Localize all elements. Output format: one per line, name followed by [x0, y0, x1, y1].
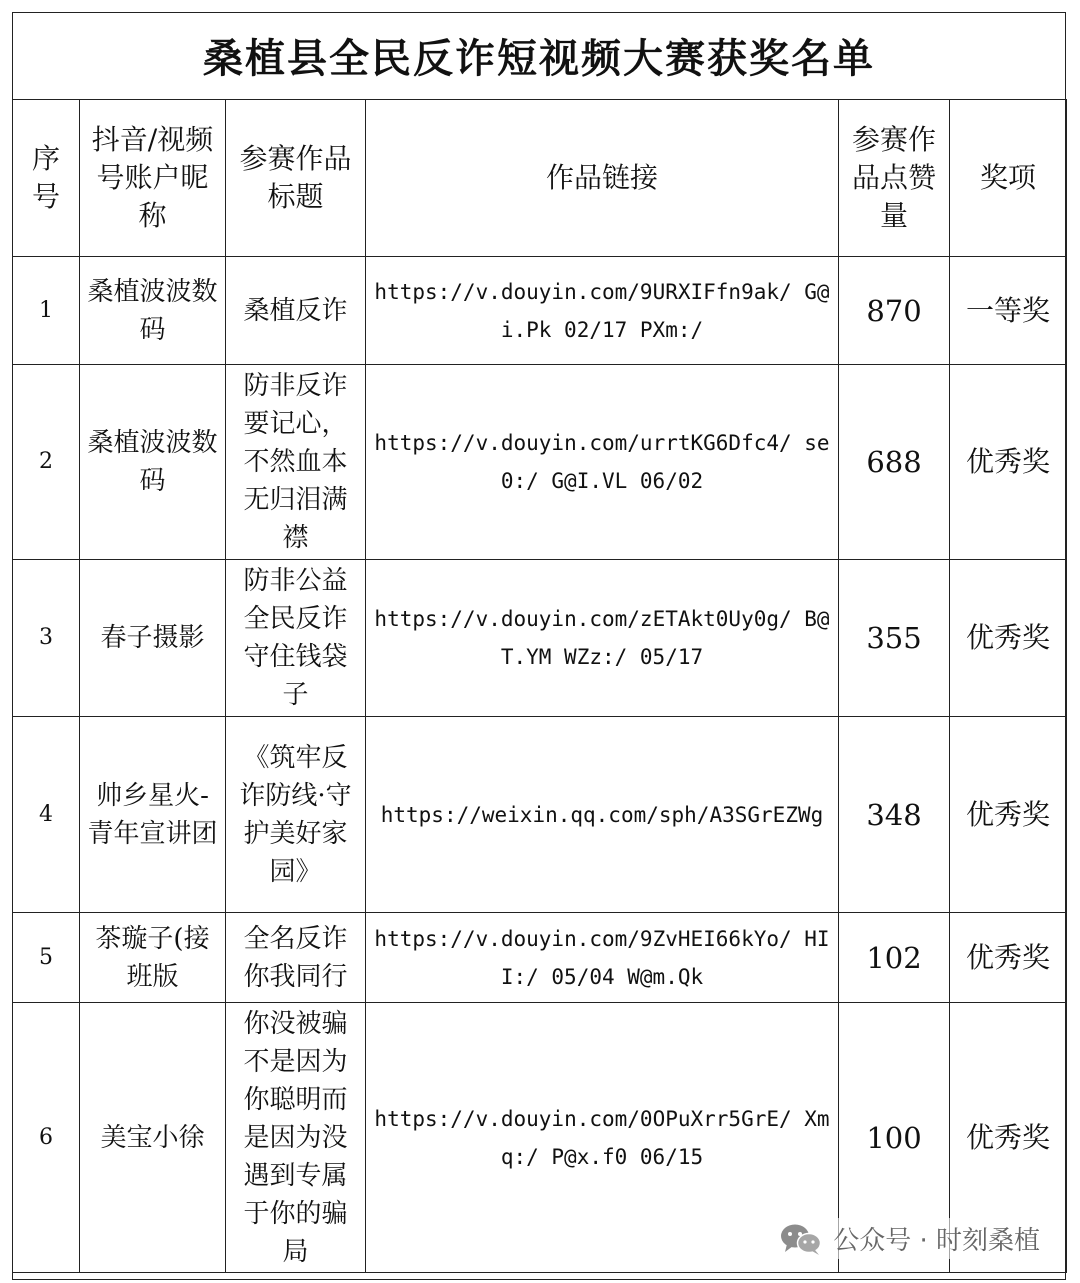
row-account: 春子摄影 [80, 560, 226, 717]
row-work-title: 防非反诈要记心，不然血本无归泪满襟 [226, 365, 366, 560]
table-row [13, 365, 1067, 560]
row-link[interactable]: https://v.douyin.com/9URXIFfn9ak/ G@i.Pk 02/17 PXm:/ [366, 257, 839, 365]
header-likes: 参赛作品点赞量 [839, 100, 950, 257]
row-award: 优秀奖 [950, 365, 1067, 560]
row-index: 2 [13, 365, 80, 560]
row-likes: 100 [839, 1003, 950, 1273]
watermark-text: 公众号 · 时刻桑植 [833, 1226, 1040, 1256]
row-link[interactable]: https://v.douyin.com/0OPuXrr5GrE/ Xmq:/ P@x.f0 06/15 [366, 1003, 839, 1273]
row-likes: 348 [839, 717, 950, 913]
row-award: 优秀奖 [950, 560, 1067, 717]
table-row [13, 560, 1067, 717]
row-work-title: 防非公益全民反诈守住钱袋子 [226, 560, 366, 717]
row-index: 5 [13, 913, 80, 1003]
table-row [13, 257, 1067, 365]
row-link[interactable]: https://v.douyin.com/urrtKG6Dfc4/ se0:/ G@I.VL 06/02 [366, 365, 839, 560]
row-likes: 102 [839, 913, 950, 1003]
row-link[interactable]: https://weixin.qq.com/sph/A3SGrEZWg [366, 717, 839, 913]
row-likes: 688 [839, 365, 950, 560]
row-link[interactable]: https://v.douyin.com/zETAkt0Uy0g/ B@T.YM WZz:/ 05/17 [366, 560, 839, 717]
table-row [13, 717, 1067, 913]
row-likes: 870 [839, 257, 950, 365]
row-award: 一等奖 [950, 257, 1067, 365]
wechat-icon [779, 1222, 823, 1256]
row-award: 优秀奖 [950, 717, 1067, 913]
row-index: 1 [13, 257, 80, 365]
row-account: 美宝小徐 [80, 1003, 226, 1273]
row-index: 6 [13, 1003, 80, 1273]
row-index: 4 [13, 717, 80, 913]
header-account: 抖音/视频号账户昵称 [80, 100, 226, 257]
table-row [13, 913, 1067, 1003]
row-award: 优秀奖 [950, 1003, 1067, 1273]
row-account: 桑植波波数码 [80, 257, 226, 365]
row-award: 优秀奖 [950, 913, 1067, 1003]
row-account: 桑植波波数码 [80, 365, 226, 560]
table-header-row [13, 100, 1067, 257]
document-title: 桑植县全民反诈短视频大赛获奖名单 [12, 12, 1066, 100]
row-work-title: 《筑牢反诈防线·守护美好家园》 [226, 717, 366, 913]
award-table [12, 99, 1067, 1273]
row-link[interactable]: https://v.douyin.com/9ZvHEI66kYo/ HII:/ 05/04 W@m.Qk [366, 913, 839, 1003]
account-watermark [773, 1218, 1046, 1259]
row-likes: 355 [839, 560, 950, 717]
row-account: 帅乡星火-青年宣讲团 [80, 717, 226, 913]
row-index: 3 [13, 560, 80, 717]
row-account: 茶璇子(接班版 [80, 913, 226, 1003]
row-work-title: 桑植反诈 [226, 257, 366, 365]
header-link: 作品链接 [366, 100, 839, 257]
row-work-title: 全名反诈你我同行 [226, 913, 366, 1003]
row-work-title: 你没被骗不是因为你聪明而是因为没遇到专属于你的骗局 [226, 1003, 366, 1273]
header-award: 奖项 [950, 100, 1067, 257]
header-work-title: 参赛作品标题 [226, 100, 366, 257]
header-index: 序号 [13, 100, 80, 257]
